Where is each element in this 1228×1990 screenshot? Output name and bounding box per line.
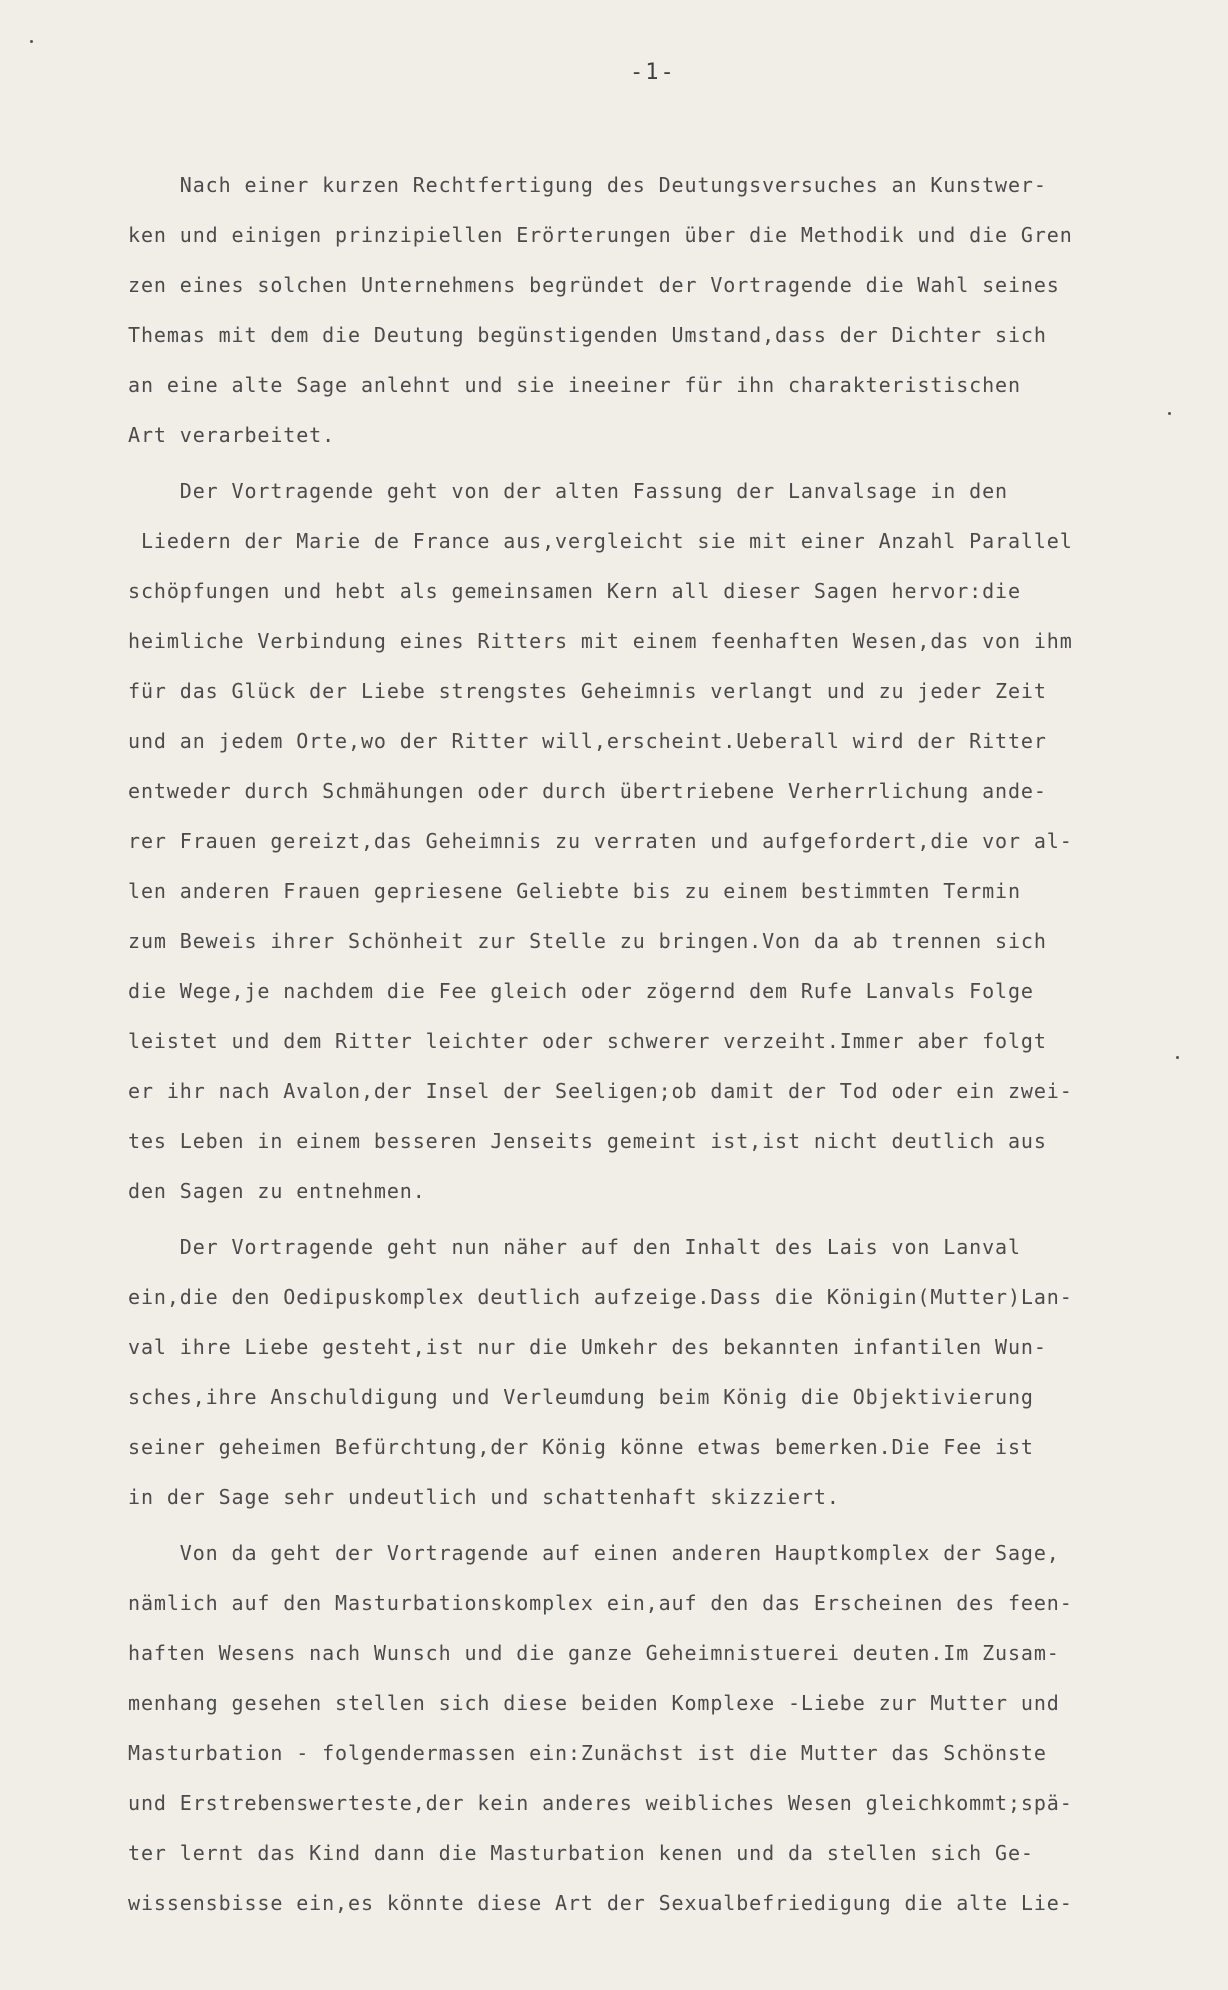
text-line: er ihr nach Avalon,der Insel der Seeligen;ob damit der Tod oder ein zwei- (128, 1079, 1073, 1103)
text-line: und an jedem Orte,wo der Ritter will,erscheint.Ueberall wird der Ritter (128, 729, 1047, 753)
text-line: den Sagen zu entnehmen. (128, 1179, 426, 1203)
text-line: zum Beweis ihrer Schönheit zur Stelle zu bringen.Von da ab trennen sich (128, 929, 1047, 953)
typed-text-body (128, 160, 1218, 1928)
text-line: Der Vortragende geht von der alten Fassung der Lanvalsage in den (128, 479, 1008, 503)
text-line: tes Leben in einem besseren Jenseits gemeint ist,ist nicht deutlich aus (128, 1129, 1047, 1153)
text-line: und Erstrebenswerteste,der kein anderes weibliches Wesen gleichkommt;spä- (128, 1791, 1073, 1815)
paragraph (128, 1222, 1218, 1522)
text-line: menhang gesehen stellen sich diese beiden Komplexe -Liebe zur Mutter und (128, 1691, 1060, 1715)
text-line: die Wege,je nachdem die Fee gleich oder zögernd dem Rufe Lanvals Folge (128, 979, 1034, 1003)
text-line: entweder durch Schmähungen oder durch übertriebene Verherrlichung ande- (128, 779, 1047, 803)
text-line: val ihre Liebe gesteht,ist nur die Umkehr des bekannten infantilen Wun- (128, 1335, 1047, 1359)
text-line: Art verarbeitet. (128, 423, 336, 447)
text-line: leistet und dem Ritter leichter oder schwerer verzeiht.Immer aber folgt (128, 1029, 1047, 1053)
text-line: heimliche Verbindung eines Ritters mit einem feenhaften Wesen,das von ihm (128, 629, 1073, 653)
text-line: Themas mit dem die Deutung begünstigenden Umstand,dass der Dichter sich (128, 323, 1047, 347)
text-line: rer Frauen gereizt,das Geheimnis zu verraten und aufgefordert,die vor al- (128, 829, 1073, 853)
text-line: len anderen Frauen gepriesene Geliebte bis zu einem bestimmten Termin (128, 879, 1021, 903)
text-line: haften Wesens nach Wunsch und die ganze Geheimnistuerei deuten.Im Zusam- (128, 1641, 1060, 1665)
paragraph (128, 466, 1218, 1216)
text-line: ter lernt das Kind dann die Masturbation kenen und da stellen sich Ge- (128, 1841, 1034, 1865)
text-line: Nach einer kurzen Rechtfertigung des Deutungsversuches an Kunstwer- (128, 173, 1047, 197)
text-line: zen eines solchen Unternehmens begründet der Vortragende die Wahl seines (128, 273, 1060, 297)
text-line: schöpfungen und hebt als gemeinsamen Kern all dieser Sagen hervor:die (128, 579, 1021, 603)
page-number: -1- (630, 60, 676, 85)
text-line: wissensbisse ein,es könnte diese Art der Sexualbefriedigung die alte Lie- (128, 1891, 1073, 1915)
text-line: Von da geht der Vortragende auf einen anderen Hauptkomplex der Sage, (128, 1541, 1060, 1565)
text-line: ken und einigen prinzipiellen Erörterungen über die Methodik und die Gren (128, 223, 1073, 247)
text-line: ein,die den Oedipuskomplex deutlich aufzeige.Dass die Königin(Mutter)Lan- (128, 1285, 1073, 1309)
text-line: Masturbation - folgendermassen ein:Zunächst ist die Mutter das Schönste (128, 1741, 1047, 1765)
text-line: in der Sage sehr undeutlich und schattenhaft skizziert. (128, 1485, 840, 1509)
paragraph (128, 160, 1218, 460)
text-line: nämlich auf den Masturbationskomplex ein,auf den das Erscheinen des feen- (128, 1591, 1073, 1615)
text-line: sches,ihre Anschuldigung und Verleumdung beim König die Objektivierung (128, 1385, 1034, 1409)
paragraph (128, 1528, 1218, 1928)
text-line: Der Vortragende geht nun näher auf den Inhalt des Lais von Lanval (128, 1235, 1021, 1259)
text-line: seiner geheimen Befürchtung,der König könne etwas bemerken.Die Fee ist (128, 1435, 1034, 1459)
text-line: Liedern der Marie de France aus,vergleicht sie mit einer Anzahl Parallel (128, 529, 1073, 553)
text-line: für das Glück der Liebe strengstes Geheimnis verlangt und zu jeder Zeit (128, 679, 1047, 703)
text-line: an eine alte Sage anlehnt und sie ineeiner für ihn charakteristischen (128, 373, 1021, 397)
paper-speck (30, 40, 33, 43)
